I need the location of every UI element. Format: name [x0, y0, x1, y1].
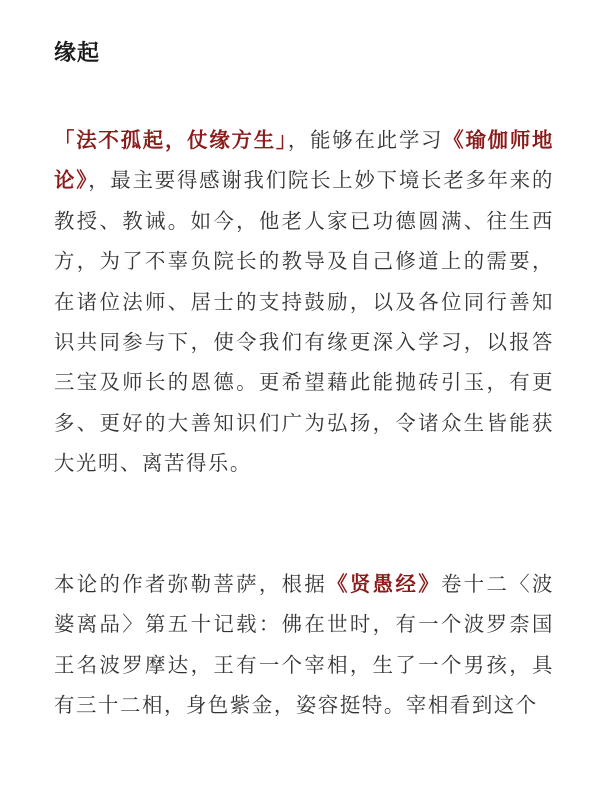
- body-text: 卷十二〈波婆离品〉第五十记载：佛在世时，有一个波罗柰国王名波罗摩达，王有一个宰相，生了一个男孩，具有三十二相，身色紫金，姿容挺特。宰相看到这个: [54, 572, 555, 718]
- book-title-highlight: 《瑜伽师地论》: [54, 128, 555, 193]
- paragraph-author: [54, 564, 554, 726]
- book-title-highlight: 《贤愚经》: [327, 572, 441, 596]
- body-text: 本论的作者弥勒菩萨，根据: [54, 572, 328, 596]
- quote-highlight: 「法不孤起，仗缘方生」: [54, 128, 288, 152]
- paragraph-origin: [54, 120, 554, 484]
- section-heading: 缘起: [54, 41, 101, 66]
- body-text: ，最主要得感谢我们院长上妙下境长老多年来的教授、教诫。如今，他老人家已功德圆满、往生西方，为了不辜负院长的教导及自己修道上的需要，在诸位法师、居士的支持鼓励，以及各位同行善知识共同参与下，使令我们有缘更深入学习，以报答三宝及师长的恩德。更希望藉此能抛砖引玉，有更多、更好的大善知识们广为弘扬，令诸众生皆能获大光明、离苦得乐。: [54, 168, 554, 476]
- body-text: ，能够在此学习: [287, 128, 444, 152]
